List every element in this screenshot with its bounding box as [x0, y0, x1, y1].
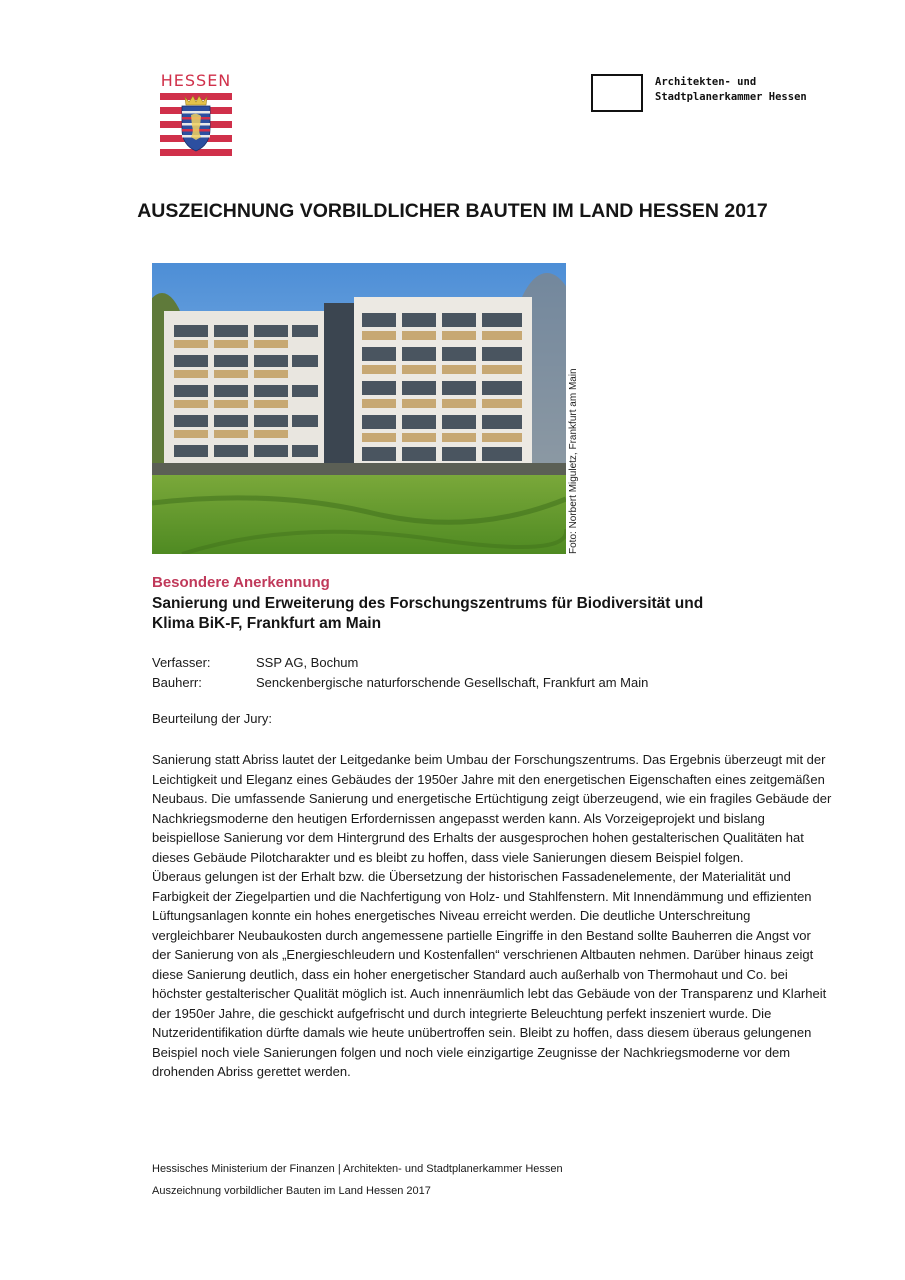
award-category: Besondere Anerkennung: [152, 574, 330, 591]
author-label: Verfasser:: [152, 655, 211, 670]
client-row: [152, 675, 752, 693]
project-title-line2: Klima BiK-F, Frankfurt am Main: [152, 615, 382, 632]
client-label: Bauherr:: [152, 675, 202, 690]
project-title-line1: Sanierung und Erweiterung des Forschungszentrums für Biodiversität und: [152, 595, 704, 612]
footer-line1: Hessisches Ministerium der Finanzen | Architekten- und Stadtplanerkammer Hessen: [152, 1163, 563, 1175]
page-title: AUSZEICHNUNG VORBILDLICHER BAUTEN IM LAND HESSEN 2017: [137, 200, 768, 222]
author-value: SSP AG, Bochum: [256, 655, 359, 670]
jury-statement: [152, 750, 832, 1082]
jury-heading: Beurteilung der Jury:: [152, 711, 272, 726]
chamber-logo-box: [591, 74, 643, 112]
jury-paragraph-2: Überaus gelungen ist der Erhalt bzw. die Übersetzung der historischen Fassadenelemente, der Materialität und Farbigkeit der Ziegelpartien und die Nachfertigung von Holz- und Stahlfenstern. Mit Innendämmung und effizienten Lüftungsanlagen konnte ein hohes energetisches Niveau erreicht werden. Die deutliche Unterschreitung vergleichbarer Neubaukosten durch angemessene partielle Eingriffe in den Bestand sollte Bauherren die Angst vor der Sanierung von als „Energieschleudern und Kostenfallen“ verschrienen Altbauten nehmen. Darüber hinaus zeigt diese Sanierung deutlich, dass ein hoher energetischer Standard auch außerhalb von Thermohaut und Co. bei höchster gestalterischer Qualität möglich ist. Auch innenräumlich lebt das Gebäude von der Transparenz und Klarheit der 1950er Jahre, die geschickt aufgefrischt und durch integrierte Beleuchtung perfekt inszeniert wurde. Die Nutzeridentifikation dürfte damals wie heute unübertroffen sein. Bleibt zu hoffen, dass diesem überaus gelungenen Beispiel noch viele Sanierungen folgen und noch viele einzigartige Zeugnisse der Nachkriegsmoderne vor dem drohenden Abriss gerettet werden.: [152, 869, 827, 1079]
footer-line2: Auszeichnung vorbildlicher Bauten im Land Hessen 2017: [152, 1185, 431, 1197]
hessen-coat-of-arms-icon: [160, 93, 232, 163]
photo-credit: Foto: Norbert Miguletz, Frankfurt am Main: [568, 368, 579, 554]
project-title: [152, 594, 792, 634]
chamber-name-line1: Architekten- und: [655, 76, 757, 88]
chamber-name-line2: Stadtplanerkammer Hessen: [655, 91, 807, 103]
jury-paragraph-1: Sanierung statt Abriss lautet der Leitgedanke beim Umbau der Forschungszentrums. Das Ergebnis überzeugt mit der Leichtigkeit und Eleganz eines Gebäudes der 1950er Jahre mit den energetischen Eigenschaften eines zeitgemäßen Neubaus. Die umfassende Sanierung und energetische Ertüchtigung zeigt überzeugend, wie ein fragiles Gebäude der Nachkriegsmoderne den heutigen Erfordernissen angepasst werden kann. Als Vorzeigeprojekt und bislang beispiellose Sanierung vor dem Hintergrund des Erhalts der ausgesprochen hohen gestalterischen Qualitäten hat dieses Gebäude Pilotcharakter und es bleibt zu hoffen, dass viele Sanierungen diesem Beispiel folgen.: [152, 752, 832, 865]
client-value: Senckenbergische naturforschende Gesellschaft, Frankfurt am Main: [256, 675, 649, 690]
author-row: [152, 655, 752, 673]
building-photo: [152, 263, 566, 554]
chamber-name: [655, 75, 807, 105]
hessen-logo-text: HESSEN: [160, 71, 232, 90]
